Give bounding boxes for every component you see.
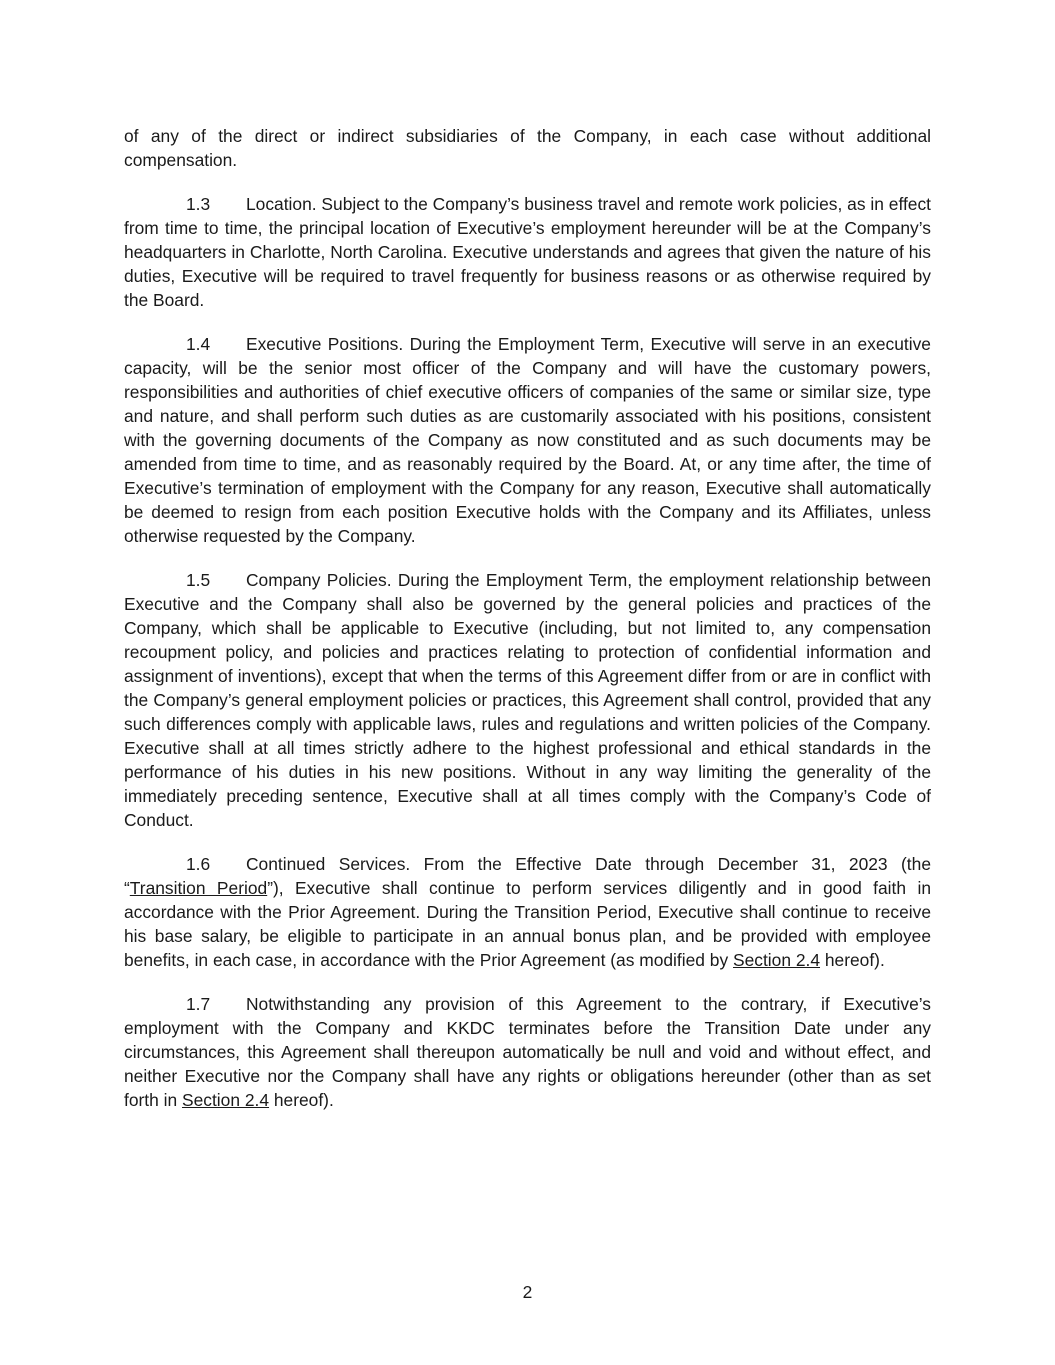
section-number: 1.4	[186, 334, 211, 354]
section-1-6	[124, 852, 931, 972]
section-heading: Executive Positions	[246, 334, 399, 354]
section-1-7	[124, 992, 931, 1112]
section-text: hereof).	[269, 1090, 334, 1110]
section-text: . During the Employment Term, Executive will serve in an executive capacity, will be the senior most officer of the Company and will have the customary powers, responsibilities and authorities of chief executive officers of companies of the same or similar size, type and nature, and shall perform such duties as are customarily associated with his positions, consistent with the governing documents of the Company as now constituted and as such documents may be amended from time to time, and as reasonably required by the Board. At, or any time after, the time of Executive’s termination of employment with the Company for any reason, Executive shall automatically be deemed to resign from each position Executive holds with the Company and its Affiliates, unless otherwise requested by the Company.	[124, 334, 931, 546]
section-number: 1.3	[186, 194, 211, 214]
document-body	[124, 124, 931, 1132]
section-text: ”), Executive shall continue to perform services diligently and in good faith in accordance with the Prior Agreement. During the Transition Period, Executive shall continue to receive his base salary, be eligible to participate in an annual bonus plan, and be provided with employee benefits, in each case, in accordance with the Prior Agreement (as modified by	[124, 878, 932, 970]
section-1-3	[124, 192, 931, 312]
section-text: hereof).	[820, 950, 885, 970]
intro-paragraph: of any of the direct or indirect subsidiaries of the Company, in each case without additional compensation.	[124, 126, 931, 170]
defined-term-transition-period: Transition Period	[129, 878, 268, 898]
section-1-4	[124, 332, 931, 548]
section-2-4-reference[interactable]: Section 2.4	[182, 1090, 270, 1110]
section-text: . Subject to the Company’s business travel and remote work policies, as in effect from time to time, the principal location of Executive’s employment hereunder will be at the Company’s headquarters in Charlotte, North Carolina. Executive understands and agrees that given the nature of his duties, Executive will be required to travel frequently for business reasons or as otherwise required by the Board.	[124, 194, 931, 310]
section-heading: Location	[246, 194, 312, 214]
section-text: . From the Effective Date through December 31, 2023 (the “	[124, 854, 931, 898]
section-heading: Company Policies	[246, 570, 387, 590]
section-number: 1.7	[186, 994, 211, 1014]
section-1-5	[124, 568, 931, 832]
section-heading: Continued Services	[246, 854, 406, 874]
section-text: . During the Employment Term, the employment relationship between Executive and the Company shall also be governed by the general policies and practices of the Company, which shall be applicable to Executive (including, but not limited to, any compensation recoupment policy, and policies and practices relating to protection of confidential information and assignment of inventions), except that when the terms of this Agreement differ from or are in conflict with the Company’s general employment policies or practices, this Agreement shall control, provided that any such differences comply with applicable laws, rules and regulations and written policies of the Company. Executive shall at all times strictly adhere to the highest professional and ethical standards in the performance of his duties in his new positions. Without in any way limiting the generality of the immediately preceding sentence, Executive shall at all times comply with the Company’s Code of Conduct.	[124, 570, 931, 830]
section-text: Notwithstanding any provision of this Agreement to the contrary, if Executive’s employment with the Company and KKDC terminates before the Transition Date under any circumstances, this Agreement shall thereupon automatically be null and void and without effect, and neither Executive nor the Company shall have any rights or obligations hereunder (other than as set forth in	[124, 994, 931, 1110]
section-number: 1.6	[186, 854, 211, 874]
section-2-4-reference[interactable]: Section 2.4	[733, 950, 821, 970]
section-number: 1.5	[186, 570, 211, 590]
page-number: 2	[522, 1282, 533, 1302]
